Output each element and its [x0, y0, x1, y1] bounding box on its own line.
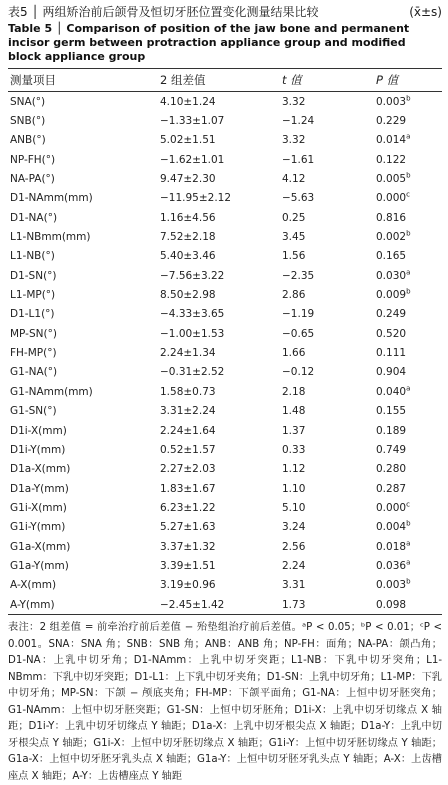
cell-item: D1-L1(°): [10, 308, 55, 321]
table-row: [8, 131, 442, 150]
significance-marker: a: [406, 384, 411, 393]
cell-item: G1a-Y(mm): [10, 559, 69, 572]
table-row: [8, 421, 442, 440]
cell-item: D1a-X(mm): [10, 463, 71, 476]
cell-p: [376, 366, 442, 378]
cell-p: [376, 308, 442, 320]
table-body: [8, 92, 442, 614]
cell-t: 2.24: [282, 559, 306, 572]
p-value: 0.014: [376, 134, 407, 147]
cell-p: [376, 289, 442, 301]
cell-p: [376, 386, 442, 398]
cell-t: 1.48: [282, 405, 306, 418]
cell-diff: −1.62±1.01: [160, 153, 225, 166]
cell-t: 1.10: [282, 482, 306, 495]
table-row: [8, 189, 442, 208]
cell-p: [376, 463, 442, 475]
cell-diff: 3.37±1.32: [160, 540, 216, 553]
cell-diff: −1.33±1.07: [160, 115, 225, 128]
table-row: [8, 247, 442, 266]
cell-t: 0.25: [282, 211, 306, 224]
significance-marker: b: [406, 287, 411, 296]
cell-diff: −2.45±1.42: [160, 598, 225, 611]
p-value: 0.816: [376, 211, 407, 224]
cell-diff: 5.02±1.51: [160, 134, 216, 147]
table-row: [8, 266, 442, 285]
cell-diff: 1.58±0.73: [160, 385, 216, 398]
cell-p: [376, 212, 442, 224]
cell-t: −1.19: [282, 308, 315, 321]
cell-p: [376, 599, 442, 611]
cell-t: 1.37: [282, 424, 306, 437]
cell-item: SNB(°): [10, 115, 46, 128]
cell-diff: 2.24±1.64: [160, 424, 216, 437]
cell-diff: 1.83±1.67: [160, 482, 216, 495]
cell-t: 5.10: [282, 501, 306, 514]
significance-marker: a: [406, 268, 411, 277]
p-value: 0.009: [376, 289, 407, 302]
cell-diff: 7.52±2.18: [160, 231, 216, 244]
table-row: [8, 498, 442, 517]
cell-p: [376, 425, 442, 437]
cell-item: D1-NAmm(mm): [10, 192, 93, 205]
table-row: [8, 305, 442, 324]
p-value: 0.002: [376, 231, 407, 244]
cell-t: −1.61: [282, 153, 315, 166]
table-title-zh-text: 表5 │ 两组矫治前后颌骨及恒切牙胚位置变化测量结果比较: [8, 5, 319, 19]
p-value: 0.003: [376, 579, 407, 592]
table-row: [8, 92, 442, 111]
cell-t: 3.45: [282, 231, 306, 244]
cell-item: FH-MP(°): [10, 347, 57, 360]
cell-item: A-Y(mm): [10, 598, 55, 611]
p-value: 0.040: [376, 385, 407, 398]
significance-marker: c: [406, 500, 410, 509]
cell-p: [376, 192, 442, 204]
table-row: [8, 363, 442, 382]
cell-item: NP-FH(°): [10, 153, 56, 166]
p-value: 0.904: [376, 366, 407, 379]
cell-p: [376, 579, 442, 591]
significance-marker: b: [406, 577, 411, 586]
cell-diff: 3.19±0.96: [160, 579, 216, 592]
cell-p: [376, 250, 442, 262]
significance-marker: b: [406, 519, 411, 528]
table-row: [8, 208, 442, 227]
cell-item: G1-NA(°): [10, 366, 58, 379]
header-p: P 值: [376, 73, 399, 87]
p-value: 0.122: [376, 153, 407, 166]
p-value: 0.280: [376, 463, 407, 476]
table-note: 表注：2 组差值 = 前牵治疗前后差值 − 殆垫组治疗前后差值。ᵃP < 0.05；ᵇP < 0.01；ᶜP < 0.001。SNA：SNA 角；SNB：SNB 角；ANB：ANB 角；NP-FH：面角；NA-PA：颌凸角；D1-NA：上乳中切牙角；D1-NAmm：上乳中切牙突距；L1-NB：下乳中切牙突角；L1-NBmm：下乳中切牙突距；D1-L1：上下乳中切牙夹角；D1-SN：上乳中切牙角；L1-MP：下乳中切牙角；MP-SN：下颌 − 颅底夹角；FH-MP：下颌平面角；G1-NA：上恒中切牙胚突角；G1-NAmm：上恒中切牙胚突距；G1-SN：上恒中切牙胚角；D1i-X：上乳中切牙切缘点 X 轴距；D1i-Y：上乳中切牙切缘点 Y 轴距；D1a-X：上乳中切牙根尖点 X 轴距；D1a-Y：上乳中切牙根尖点 Y 轴距；G1i-X：上恒中切牙胚切缘点 X 轴距；G1i-Y：上恒中切牙胚切缘点 Y 轴距；G1a-X：上恒中切牙胚牙乳头点 X 轴距；G1a-Y：上恒中切牙胚牙乳头点 Y 轴距；A-X：上齿槽座点 X 轴距；A-Y：上齿槽座点 Y 轴距: [8, 622, 442, 782]
cell-diff: 9.47±2.30: [160, 173, 216, 186]
p-value: 0.000: [376, 192, 407, 205]
header-item: 测量项目: [10, 73, 56, 87]
cell-p: [376, 502, 442, 514]
cell-t: 3.31: [282, 579, 306, 592]
cell-item: D1-NA(°): [10, 211, 58, 224]
cell-item: G1-NAmm(mm): [10, 385, 93, 398]
cell-p: [376, 483, 442, 495]
table-title-zh: [8, 4, 442, 20]
table-unit: (x̄±s): [409, 5, 442, 19]
p-value: 0.229: [376, 115, 407, 128]
table-row: [8, 324, 442, 343]
table-row: [8, 460, 442, 479]
table-row: [8, 402, 442, 421]
p-value: 0.155: [376, 405, 407, 418]
significance-marker: b: [406, 229, 411, 238]
cell-p: [376, 134, 442, 146]
cell-p: [376, 541, 442, 553]
p-value: 0.749: [376, 443, 407, 456]
p-value: 0.003: [376, 95, 407, 108]
cell-p: [376, 560, 442, 572]
table-row: [8, 440, 442, 459]
cell-diff: 2.24±1.34: [160, 347, 216, 360]
p-value: 0.030: [376, 269, 407, 282]
document-page: [8, 4, 442, 785]
cell-t: 4.12: [282, 173, 306, 186]
p-value: 0.165: [376, 250, 407, 263]
table-title-en: Table 5 │ Comparison of position of the jaw bone and permanent incisor germ between protraction appliance group and modified block appliance group: [8, 22, 410, 63]
cell-t: 2.18: [282, 385, 306, 398]
cell-diff: 3.31±2.24: [160, 405, 216, 418]
cell-item: D1i-X(mm): [10, 424, 67, 437]
cell-t: −1.24: [282, 115, 315, 128]
cell-p: [376, 405, 442, 417]
cell-item: MP-SN(°): [10, 327, 57, 340]
cell-p: [376, 270, 442, 282]
cell-diff: 2.27±2.03: [160, 463, 216, 476]
table-row: [8, 556, 442, 575]
table-row: [8, 479, 442, 498]
table-bottom-rule: [8, 614, 442, 615]
significance-marker: a: [406, 132, 411, 141]
table-row: [8, 576, 442, 595]
cell-t: 3.24: [282, 521, 306, 534]
p-value: 0.036: [376, 559, 407, 572]
cell-item: L1-MP(°): [10, 289, 56, 302]
p-value: 0.520: [376, 327, 407, 340]
cell-p: [376, 173, 442, 185]
header-t: t 值: [282, 73, 302, 87]
table-row: [8, 343, 442, 362]
significance-marker: a: [406, 558, 411, 567]
cell-diff: 4.10±1.24: [160, 95, 216, 108]
cell-t: −5.63: [282, 192, 315, 205]
cell-t: 1.56: [282, 250, 306, 263]
cell-diff: −1.00±1.53: [160, 327, 225, 340]
cell-item: G1-SN(°): [10, 405, 57, 418]
cell-item: D1i-Y(mm): [10, 443, 66, 456]
cell-p: [376, 115, 442, 127]
cell-diff: 5.27±1.63: [160, 521, 216, 534]
table-row: [8, 111, 442, 130]
cell-t: 3.32: [282, 95, 306, 108]
cell-t: 2.56: [282, 540, 306, 553]
header-diff: 2 组差值: [160, 73, 206, 87]
p-value: 0.004: [376, 521, 407, 534]
cell-item: G1i-Y(mm): [10, 521, 66, 534]
cell-t: −2.35: [282, 269, 315, 282]
p-value: 0.018: [376, 540, 407, 553]
table-row: [8, 595, 442, 614]
cell-diff: 1.16±4.56: [160, 211, 216, 224]
cell-diff: −4.33±3.65: [160, 308, 225, 321]
cell-diff: 0.52±1.57: [160, 443, 216, 456]
cell-p: [376, 347, 442, 359]
table-row: [8, 169, 442, 188]
cell-item: L1-NB(°): [10, 250, 55, 263]
cell-t: 1.66: [282, 347, 306, 360]
cell-diff: −0.31±2.52: [160, 366, 225, 379]
cell-item: D1-SN(°): [10, 269, 57, 282]
table-row: [8, 518, 442, 537]
significance-marker: c: [406, 190, 410, 199]
p-value: 0.005: [376, 173, 407, 186]
cell-p: [376, 231, 442, 243]
table-row: [8, 227, 442, 246]
cell-t: −0.65: [282, 327, 315, 340]
p-value: 0.000: [376, 501, 407, 514]
cell-item: ANB(°): [10, 134, 46, 147]
significance-marker: b: [406, 171, 411, 180]
p-value: 0.111: [376, 347, 407, 360]
significance-marker: a: [406, 539, 411, 548]
cell-t: 1.12: [282, 463, 306, 476]
significance-marker: b: [406, 94, 411, 103]
cell-diff: 8.50±2.98: [160, 289, 216, 302]
cell-item: NA-PA(°): [10, 173, 55, 186]
p-value: 0.189: [376, 424, 407, 437]
cell-item: SNA(°): [10, 95, 46, 108]
cell-t: −0.12: [282, 366, 315, 379]
cell-diff: 5.40±3.46: [160, 250, 216, 263]
cell-t: 0.33: [282, 443, 306, 456]
cell-p: [376, 444, 442, 456]
cell-diff: −7.56±3.22: [160, 269, 225, 282]
cell-diff: 6.23±1.22: [160, 501, 216, 514]
cell-item: D1a-Y(mm): [10, 482, 69, 495]
table-header: [8, 69, 442, 92]
cell-item: G1a-X(mm): [10, 540, 71, 553]
cell-p: [376, 328, 442, 340]
p-value: 0.287: [376, 482, 407, 495]
p-value: 0.249: [376, 308, 407, 321]
table-row: [8, 150, 442, 169]
cell-p: [376, 521, 442, 533]
cell-diff: 3.39±1.51: [160, 559, 216, 572]
cell-t: 1.73: [282, 598, 306, 611]
table-row: [8, 285, 442, 304]
table-row: [8, 382, 442, 401]
cell-p: [376, 96, 442, 108]
cell-t: 3.32: [282, 134, 306, 147]
cell-diff: −11.95±2.12: [160, 192, 232, 205]
table-row: [8, 537, 442, 556]
p-value: 0.098: [376, 598, 407, 611]
cell-p: [376, 154, 442, 166]
cell-item: G1i-X(mm): [10, 501, 67, 514]
cell-item: A-X(mm): [10, 579, 57, 592]
cell-item: L1-NBmm(mm): [10, 231, 91, 244]
cell-t: 2.86: [282, 289, 306, 302]
